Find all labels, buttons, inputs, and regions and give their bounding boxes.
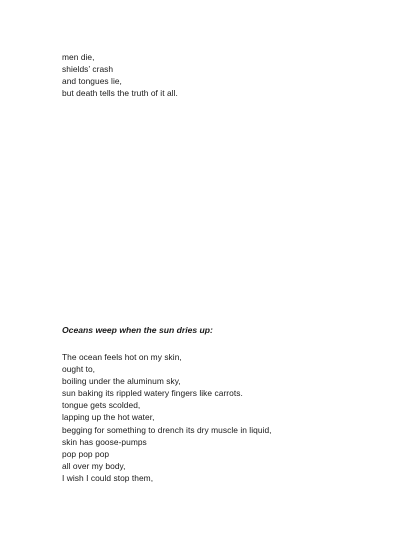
poem-line: all over my body, [62, 460, 126, 471]
poem-fragment-stanza [62, 51, 392, 99]
poem-stanza [62, 351, 392, 484]
poem-line: sun baking its rippled watery fingers like carrots. [62, 388, 243, 399]
poem-line: shields’ crash [62, 64, 114, 75]
poem-title: Oceans weep when the sun dries up: [62, 325, 213, 335]
poem-line: but death tells the truth of it all. [62, 88, 178, 99]
poem-line: men die, [62, 52, 95, 62]
poem-line: boiling under the aluminum sky, [62, 376, 181, 387]
poem-line: I wish I could stop them, [62, 472, 154, 483]
poem-line: lapping up the hot water, [62, 412, 155, 423]
poem-line: ought to, [62, 364, 96, 375]
poem-line: begging for something to drench its dry muscle in liquid, [62, 424, 272, 435]
poem-line: skin has goose-pumps [62, 436, 147, 447]
poem-line: and tongues lie, [62, 76, 122, 87]
poem-line: tongue gets scolded, [62, 400, 141, 411]
poem-line: The ocean feels hot on my skin, [62, 352, 182, 362]
poem-line: pop pop pop [62, 448, 110, 459]
